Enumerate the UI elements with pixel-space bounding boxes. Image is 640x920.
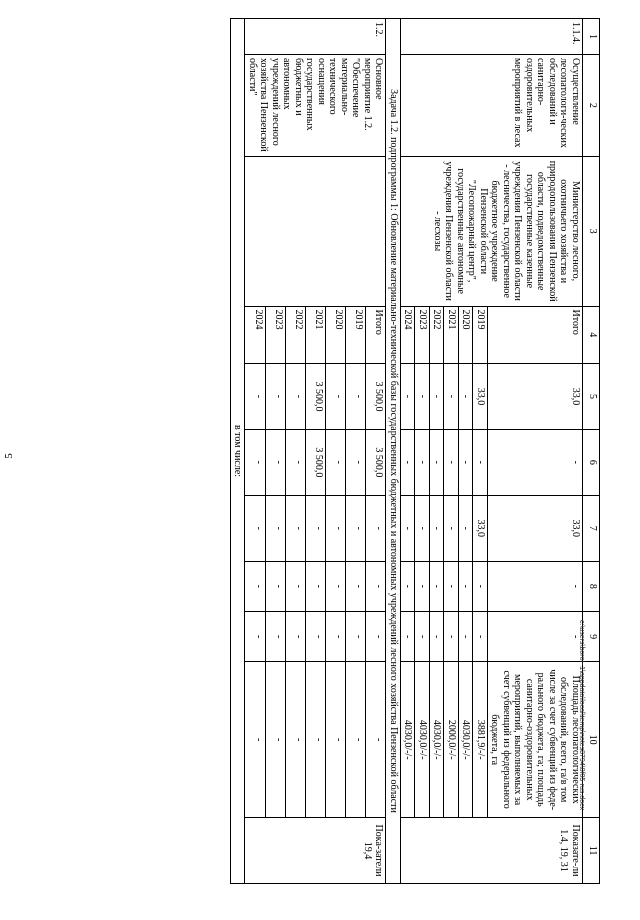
year-cell: 2020 [326, 306, 346, 364]
table-row [366, 19, 386, 884]
value-cell: - [305, 561, 325, 611]
value-cell: - [305, 662, 325, 818]
including-text: в том числе: [231, 19, 246, 884]
col-header: 2 [583, 54, 600, 156]
value-cell: - [401, 364, 416, 430]
value-cell: - [265, 495, 285, 561]
value-cell: - [285, 561, 305, 611]
task-row [386, 19, 401, 884]
page-number: 5 [3, 453, 15, 459]
value-cell: - [326, 612, 346, 662]
year-cell: Итого [366, 306, 386, 364]
value-cell: - [415, 561, 430, 611]
value-cell: - [265, 561, 285, 611]
year-cell: 2022 [430, 306, 445, 364]
executor-cell: Министерство лесного, охотничьего хозяйства и природопользования Пензенской области, подведомственные государственные казенные учреждения Пензенской области - лесничества, государственное бюджетное учреждение Пензенской области "Лесопожарный центр", государственные автономные учреждения Пензенской области - лесхозы [401, 156, 583, 306]
value-cell: 3 500,0 [366, 364, 386, 430]
value-cell: - [366, 561, 386, 611]
value-cell: - [285, 364, 305, 430]
value-cell: - [444, 495, 459, 561]
value-cell: - [459, 364, 474, 430]
including-row [231, 19, 246, 884]
value-cell: - [488, 561, 583, 611]
col-header: 5 [583, 364, 600, 430]
col-header: 8 [583, 561, 600, 611]
value-cell: - [415, 364, 430, 430]
indicator-cell: Площадь лесопатологических обследований, всего, га/в том числе за счет субвенций из феде-рального бюджета, га; площадь санитарно-оздоровительных мероприятий, выполняемых за счет субвенций из федерального бюджета, га [488, 662, 583, 818]
value-cell: - [346, 364, 366, 430]
value-cell: - [265, 429, 285, 495]
value-cell: - [305, 495, 325, 561]
value-cell: 4030,0/-/- [459, 662, 474, 818]
executor-cell [245, 156, 386, 306]
value-cell: - [285, 662, 305, 818]
col-header: 6 [583, 429, 600, 495]
year-cell: Итого [488, 306, 583, 364]
value-cell: - [444, 561, 459, 611]
task-text: Задача 1.2. подпрограммы 1: Обновление материально-технической базы государственных бюджетных и автономных учреждений лесного хозяйства Пензенской области [386, 19, 401, 884]
value-cell: - [346, 429, 366, 495]
table-body [231, 19, 600, 884]
value-cell: - [245, 364, 265, 430]
value-cell: - [245, 662, 265, 818]
value-cell: - [488, 612, 583, 662]
value-cell: - [245, 429, 265, 495]
year-cell: 2023 [415, 306, 430, 364]
value-cell: - [346, 561, 366, 611]
value-cell: - [265, 364, 285, 430]
value-cell: - [245, 495, 265, 561]
value-cell: - [285, 612, 305, 662]
value-cell: - [473, 561, 488, 611]
value-cell: 4030,0/-/- [430, 662, 445, 818]
table-row [488, 19, 583, 884]
indicator-link: Пока-затели 19,4 [245, 818, 386, 884]
value-cell: - [401, 429, 416, 495]
value-cell: 3 500,0 [366, 429, 386, 495]
col-header: 1 [583, 19, 600, 55]
col-header: 10 [583, 662, 600, 818]
year-cell: 2022 [285, 306, 305, 364]
footer-path: c:\users\borol~1\appdata\local\temp\notes8794\0f05-rus.docx [578, 620, 585, 811]
value-cell: 3 500,0 [305, 364, 325, 430]
program-table [230, 18, 600, 884]
value-cell: - [346, 495, 366, 561]
col-header: 9 [583, 612, 600, 662]
value-cell: - [459, 561, 474, 611]
value-cell: - [326, 429, 346, 495]
value-cell: - [305, 612, 325, 662]
value-cell: - [245, 561, 265, 611]
value-cell: 3 500,0 [305, 429, 325, 495]
value-cell: 2000,0/-/- [444, 662, 459, 818]
row-number: 1.1.4. [401, 19, 583, 55]
value-cell: - [473, 429, 488, 495]
year-cell: 2023 [265, 306, 285, 364]
value-cell: 4030,0/-/- [415, 662, 430, 818]
document-sheet [100, 18, 600, 884]
value-cell: - [326, 364, 346, 430]
value-cell: - [415, 612, 430, 662]
value-cell: - [459, 429, 474, 495]
value-cell: - [415, 429, 430, 495]
value-cell: - [366, 495, 386, 561]
value-cell: - [459, 612, 474, 662]
year-cell: 2021 [444, 306, 459, 364]
value-cell: - [285, 495, 305, 561]
value-cell: - [401, 561, 416, 611]
value-cell: - [401, 612, 416, 662]
value-cell: 4030,0/-/- [401, 662, 416, 818]
value-cell: - [488, 429, 583, 495]
header-row [583, 19, 600, 884]
col-header: 4 [583, 306, 600, 364]
value-cell: - [444, 429, 459, 495]
value-cell: - [430, 612, 445, 662]
value-cell: - [326, 662, 346, 818]
col-header: 7 [583, 495, 600, 561]
value-cell: - [430, 561, 445, 611]
value-cell: - [245, 612, 265, 662]
value-cell: - [430, 429, 445, 495]
year-cell: 2021 [305, 306, 325, 364]
value-cell: - [366, 612, 386, 662]
col-header: 11 [583, 818, 600, 884]
value-cell: 33,0 [488, 364, 583, 430]
value-cell: - [430, 495, 445, 561]
value-cell: - [346, 612, 366, 662]
value-cell: - [326, 561, 346, 611]
year-cell: 2019 [473, 306, 488, 364]
year-cell: 2019 [346, 306, 366, 364]
value-cell: 33,0 [488, 495, 583, 561]
col-header: 3 [583, 156, 600, 306]
value-cell: 33,0 [473, 495, 488, 561]
value-cell: - [444, 612, 459, 662]
value-cell: - [401, 495, 416, 561]
year-cell: 2020 [459, 306, 474, 364]
value-cell: - [415, 495, 430, 561]
measure-name: Осуществление лесопатологи-ческих обследований и санитарно-оздоровительных мероприятий в лесах [401, 54, 583, 156]
year-cell: 2024 [245, 306, 265, 364]
indicator-link: Показате-ли 1.4, 19, 31 [401, 818, 583, 884]
value-cell: - [459, 495, 474, 561]
value-cell: 33,0 [473, 364, 488, 430]
year-cell: 2024 [401, 306, 416, 364]
value-cell: - [265, 612, 285, 662]
value-cell: - [285, 429, 305, 495]
value-cell: - [444, 364, 459, 430]
value-cell: - [430, 364, 445, 430]
value-cell: 3881,9/-/- [473, 662, 488, 818]
measure-name: Основное мероприятие 1.2. "Обеспечение материально-технического оснащения государственных бюджетных и автономных учреждений лесного хозяйства Пензенской области" [245, 54, 386, 156]
value-cell: - [326, 495, 346, 561]
value-cell: - [366, 662, 386, 818]
row-number: 1.2. [245, 19, 386, 55]
value-cell: - [265, 662, 285, 818]
value-cell: - [473, 612, 488, 662]
value-cell: - [346, 662, 366, 818]
